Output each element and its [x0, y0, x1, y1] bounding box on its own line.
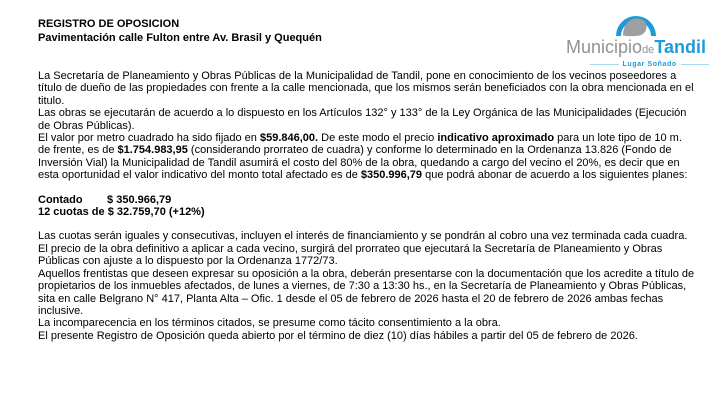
tagline-rule-right: [681, 64, 709, 65]
logo-wordmark: [566, 38, 706, 60]
paragraph: [38, 268, 696, 318]
document-subtitle: Pavimentación calle Fulton entre Av. Brasil y Quequén: [38, 32, 322, 44]
body-text: para un lote tipo de 10 m. de frente, es de: [38, 132, 682, 157]
body-text: La incomparecencia en los términos citados, se presume como tácito consentimiento a la obra.: [38, 317, 501, 330]
body-text: Las obras se ejecutarán de acuerdo a lo dispuesto en los Artículos 132° y 133° de la Ley Orgánica de las Municipalidades (Ejecución de Obras Públicas).: [38, 107, 687, 132]
document-title: REGISTRO DE OPOSICION: [38, 18, 180, 30]
body-text: que podrá abonar de acuerdo a los siguientes planes:: [422, 169, 688, 182]
bold-text: indicativo aproximado: [437, 132, 555, 145]
logo-tagline-row: [590, 61, 709, 68]
paragraph: [38, 330, 696, 342]
paragraph: [38, 107, 696, 132]
blank-line: [38, 182, 696, 194]
paragraph: [38, 317, 696, 329]
paragraph: [38, 132, 696, 182]
logo-word-tandil: Tandil: [654, 37, 706, 57]
body-text: Las cuotas serán iguales y consecutivas, incluyen el interés de financiamiento y se pondrán al cobro una vez terminada cada cuadra. El precio de la obra definitivo a aplicar a cada vecino, surgirá del prorrateo que ejecutará la Secretaría de Planeamiento y Obras Públicas con ajuste a lo dispuesto por la Ordenanza 1772/73.: [38, 230, 688, 268]
body-text: El presente Registro de Oposición queda abierto por el término de diez (10) días hábiles a partir del 05 de febrero de 2026.: [38, 329, 638, 342]
municipio-tandil-logo: [560, 6, 712, 68]
body-text: Aquellos frentistas que deseen expresar su oposición a la obra, deberán presentarse con la documentación que los acredite a título de propietarios de los inmuebles afectados, de lunes a viernes, de 7:30 a 13:30 hs., en la Secretaría de Planeamiento y Obras Públicas, sita en calle Belgrano N° 417, Planta Alta – Ofic. 1 desde el 05 de febrero de 2026 hasta el 20 de febrero de 2026 ambas fechas inclusive.: [38, 267, 695, 317]
payment-plan-line: Contado $ 350.966,79: [38, 193, 172, 206]
payment-plans: [38, 194, 696, 219]
document-body: [38, 70, 696, 342]
document-header: [38, 17, 322, 45]
body-text: (considerando prorrateo de cuadra) y conforme lo determinado en la Ordenanza 13.826 (Fondo de Inversión Vial) la Municipalidad de Tandil asumirá el costo del 80% de la obra, quedando a cargo del vecino el 20%, es decir que en esta oportunidad el valor indicativo del monto total afectado es de: [38, 144, 680, 182]
logo-word-municipio: Municipio: [566, 37, 643, 57]
body-text: La Secretaría de Planeamiento y Obras Públicas de la Municipalidad de Tandil, pone en conocimiento de los vecinos poseedores a título de dueño de las propiedades con frente a la calle mencionada, que los mismos serán beneficiados con la obra mencionada en el titulo.: [38, 70, 694, 107]
body-text: De este modo el precio: [318, 132, 438, 145]
paragraph: [38, 70, 696, 107]
bold-text: $350.996,79: [360, 169, 423, 182]
paragraph: [38, 230, 696, 267]
payment-plan-line: 12 cuotas de $ 32.759,70 (+12%): [38, 206, 205, 219]
tagline-rule-left: [590, 64, 618, 65]
body-text: El valor por metro cuadrado ha sido fijado en: [38, 132, 260, 145]
bold-text: $1.754.983,95: [117, 144, 188, 157]
logo-word-de: de: [642, 44, 655, 56]
logo-tagline: Lugar Soñado: [622, 61, 677, 68]
blank-line: [38, 218, 696, 230]
piedra-movediza-icon: [613, 6, 659, 37]
bold-text: $59.846,00.: [259, 132, 319, 145]
